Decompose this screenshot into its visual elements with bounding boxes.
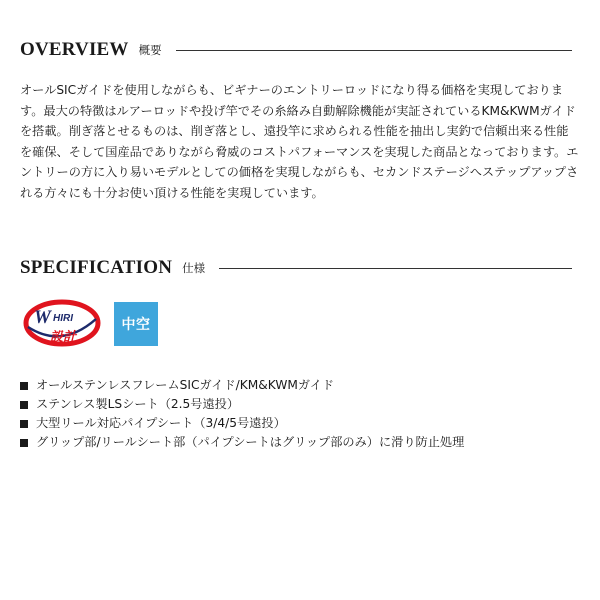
- svg-text:W: W: [34, 307, 51, 328]
- feature-badges: [20, 297, 158, 351]
- bullet-square-icon: [20, 382, 28, 390]
- spec-item-label: ステンレス製LSシート（2.5号遠投）: [36, 397, 240, 411]
- svg-text:HIRI: HIRI: [53, 313, 73, 324]
- spec-item-label: オールステンレスフレームSICガイド/KM&KWMガイド: [36, 378, 335, 392]
- list-item: [20, 395, 464, 414]
- overview-body: オールSICガイドを使用しながらも、ビギナーのエントリーロッドになり得る価格を実現しております。最大の特徴はルアーロッドや投げ竿でその糸絡み自動解除機能が実証されているKM&KWMガイドを搭載。削ぎ落とせるものは、削ぎ落とし、遠投竿に求められる性能を抽出し実釣で信頼出来る性能を確保、そして国産品でありながら脅威のコストパフォーマンスを実現した商品となっております。エントリーの方に入り易いモデルとしての価格を実現しながらも、セカンドステージへステップアップされる方々にも十分お使い頂ける性能を実現しています。: [20, 83, 579, 200]
- spec-item-label: 大型リール対応パイプシート（3/4/5号遠投）: [36, 416, 286, 430]
- overview-divider: [176, 50, 572, 51]
- spec-item-label: グリップ部/リールシート部（パイプシートはグリップ部のみ）に滑り防止処理: [36, 435, 465, 449]
- specification-divider: [219, 268, 572, 269]
- whiri-design-logo: [20, 297, 102, 351]
- overview-title: OVERVIEW: [20, 39, 129, 60]
- specification-header: [20, 254, 572, 282]
- whiri-logo-icon: [20, 297, 102, 351]
- overview-subtitle: 概要: [138, 43, 162, 57]
- specification-title: SPECIFICATION: [20, 257, 173, 278]
- list-item: [20, 433, 464, 452]
- list-item: [20, 414, 464, 433]
- svg-text:設計: 設計: [50, 330, 77, 345]
- bullet-square-icon: [20, 420, 28, 428]
- spec-list: [20, 376, 464, 452]
- hollow-badge: [114, 302, 158, 346]
- overview-header: [20, 36, 572, 64]
- list-item: [20, 376, 464, 395]
- bullet-square-icon: [20, 401, 28, 409]
- hollow-badge-label: 中空: [121, 317, 151, 333]
- specification-subtitle: 仕様: [182, 261, 206, 275]
- bullet-square-icon: [20, 439, 28, 447]
